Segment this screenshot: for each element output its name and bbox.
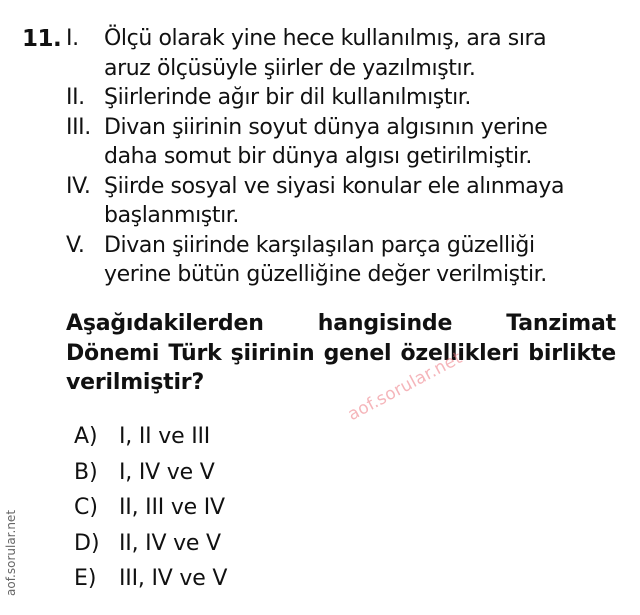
statement-numeral: IV. bbox=[66, 173, 91, 199]
option-letter: E) bbox=[74, 566, 97, 591]
answer-options bbox=[74, 419, 227, 597]
statement-text: Ölçü olarak yine hece kullanılmış, ara sıra aruz ölçüsüyle şiirler de yazılmıştır. bbox=[104, 26, 547, 81]
statement-numeral: II. bbox=[66, 85, 85, 110]
answer-option-a[interactable] bbox=[74, 419, 227, 455]
answer-option-d[interactable] bbox=[74, 526, 227, 562]
answer-option-e[interactable] bbox=[74, 561, 227, 597]
statement-item bbox=[66, 24, 626, 83]
statement-item bbox=[66, 83, 626, 113]
statement-text: Şiirde sosyal ve siyasi konular ele alınmaya başlanmıştır. bbox=[104, 173, 565, 228]
option-text: I, IV ve V bbox=[119, 459, 215, 485]
option-letter: D) bbox=[74, 530, 100, 556]
statement-numeral: III. bbox=[66, 114, 91, 140]
option-letter: A) bbox=[74, 424, 98, 449]
option-text: I, II ve III bbox=[119, 424, 211, 449]
statement-numeral: I. bbox=[66, 26, 79, 51]
option-text: II, III ve IV bbox=[119, 495, 225, 520]
option-text: II, IV ve V bbox=[119, 530, 221, 556]
statement-text: Divan şiirinin soyut dünya algısının yerine daha somut bir dünya algısı getirilmiştir. bbox=[104, 114, 548, 169]
option-text: III, IV ve V bbox=[119, 566, 228, 591]
option-letter: C) bbox=[74, 495, 98, 520]
option-letter: B) bbox=[74, 459, 98, 485]
statement-numeral: V. bbox=[66, 232, 85, 258]
statement-list bbox=[66, 24, 626, 290]
statement-text: Divan şiirinde karşılaşılan parça güzelliği yerine bütün güzelliğine değer verilmiştir. bbox=[104, 232, 547, 287]
statement-text: Şiirlerinde ağır bir dil kullanılmıştır. bbox=[104, 85, 472, 110]
answer-option-c[interactable] bbox=[74, 490, 227, 526]
answer-option-b[interactable] bbox=[74, 455, 227, 491]
statement-item bbox=[66, 172, 626, 231]
statement-item bbox=[66, 231, 626, 290]
side-watermark: aof.sorular.net bbox=[4, 509, 18, 596]
question-stem: Aşağıdakilerden hangisinde Tanzimat Dönemi Türk şiirinin genel özellikleri birlikte verilmiştir? bbox=[66, 311, 616, 395]
question-number: 11. bbox=[22, 26, 62, 52]
site-watermark: aof.sorular.net bbox=[344, 348, 466, 425]
statement-item bbox=[66, 113, 626, 172]
